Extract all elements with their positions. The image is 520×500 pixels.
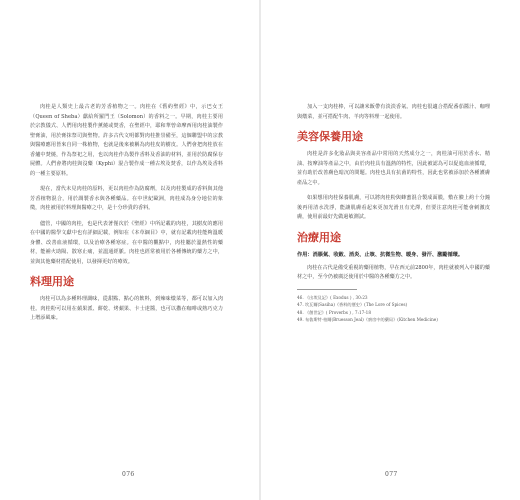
left-paragraph-4: 肉桂可以為多種料理調味，從甜點、點心的飲料，到辣味燉菜等，都可以加入肉桂。肉桂粉可以用在蘋果派、餅乾、烤蘋果、卡士達醬，也可以撒在咖啡或熱巧克力上增添風味。 [30,296,223,321]
beauty-heading: 美容保養用途 [297,130,363,143]
footnote-4: 49. 布魯斯特·柏爾(Bruesson Jeal)《廚房中的藥局》(Kitchen Medicine) [297,317,438,322]
right-page-number: 077 [385,471,398,478]
left-page-number: 076 [122,471,135,478]
left-text-column [30,103,223,330]
right-paragraph-2: 如果想用肉桂保養肌膚，可以將肉桂粉與蜂蜜混合製成面膜，敷在臉上約十分鐘後再用清水洗淨，能讓肌膚看起來更加光滑且有光澤，但要注意肉桂可能會刺激皮膚，使用前最好先做過敏測試。 [297,195,490,220]
left-page [0,0,259,500]
left-paragraph-3: 儘管，中國的肉桂，也是代表著僅次於《聖經》中所記載的肉桂，其樹皮的應用在中國的醫學文獻中也有詳細記載，例如在《本草綱目》中，就有記載肉桂能夠溫暖身體、改善血液循環，以及治療各種寒症。在中醫的觀點中，肉桂屬於溫熱性的藥材，能補火助陽、散寒止痛，並溫通經脈。肉桂也經常被用於各種傳統的藥方之中，並與其他藥材搭配使用，以發揮更好的療效。 [30,220,223,265]
footnote-1: 46. 《出埃及記》( Exodus ) , 30:23 [297,294,368,300]
footnote-2: 47. 坎瓦爾(Sasiha)《香料的歷史》(The Lore of Spices) [297,302,408,307]
uses-label: 作用：消脹氣、收斂、消炎、止咳、抗微生物、暖身、發汗、激勵循環。 [297,251,464,258]
right-paragraph-top: 加入一支肉桂棒，可以讓米飯帶有淡淡香氣。肉桂也很適合搭配番茄醬汁、咖哩與燉菜，並可搭配牛肉、羊肉等料理一起使用。 [297,104,490,120]
right-text-column [297,103,490,324]
culinary-heading: 料理用途 [30,275,74,288]
right-page [261,0,520,500]
right-paragraph-3: 肉桂在古代是備受重視的藥用植物，早在西元前2800年，肉桂就被列入中國的藥材之中，至今仍被廣泛使用於中醫的各種藥方之中。 [297,264,490,280]
footnote-rule [297,289,357,290]
therapy-heading: 治療用途 [297,230,341,244]
right-paragraph-1: 肉桂是許多化妝品與美容產品中常用的天然成分之一，肉桂油可用於香水、精油、按摩油等產品之中，由於肉桂具有溫熱的特性，因此被認為可以促進血液循環，並有助於改善膚色暗沉的問題。肉桂也具有抗菌的特性，因此也常被添加於各種護膚產品之中。 [297,151,490,186]
left-paragraph-1: 肉桂是人類史上最古老的芳香植物之一。肉桂在《舊約聖經》中，示巴女王（Queen of Sheba）獻給所羅門王（Solomon）的香料之一。早期，肉桂主要用於宗教儀式、人們用肉桂製作薰燒或焚香，在聖經中，耶和華曾命摩西用肉桂油製作聖膏油，用於膏抹祭司與聖物。許多古代文明都對肉桂推崇備至，這個聯盟中的宗教與醫療應用皆來自同一株植物，也就是後來被稱為肉桂皮的樹皮。人們會把肉桂放在香爐中焚燒，作為祭祀之用，也以肉桂作為製作香料及香油的材料，並用於防腐保存屍體。人們會將肉桂與沒藥（Kyphi）混合製作成一種古埃及焚香，以作為埃及香料的一種主要原料。 [30,104,223,177]
footnote-3: 48. 《創世記》( Proverbs ) , 7:17-18 [297,309,372,315]
left-paragraph-2: 現在，當代未見肉桂的原料，更以肉桂作為防腐劑，以及肉桂製成的香料與其他芳香植物混合，用於調製香水與各種藥品。在中世紀歐洲，肉桂成為身分地位的象徵，肉桂被用於料理與醫療之中，是十分珍貴的香料。 [30,186,223,211]
